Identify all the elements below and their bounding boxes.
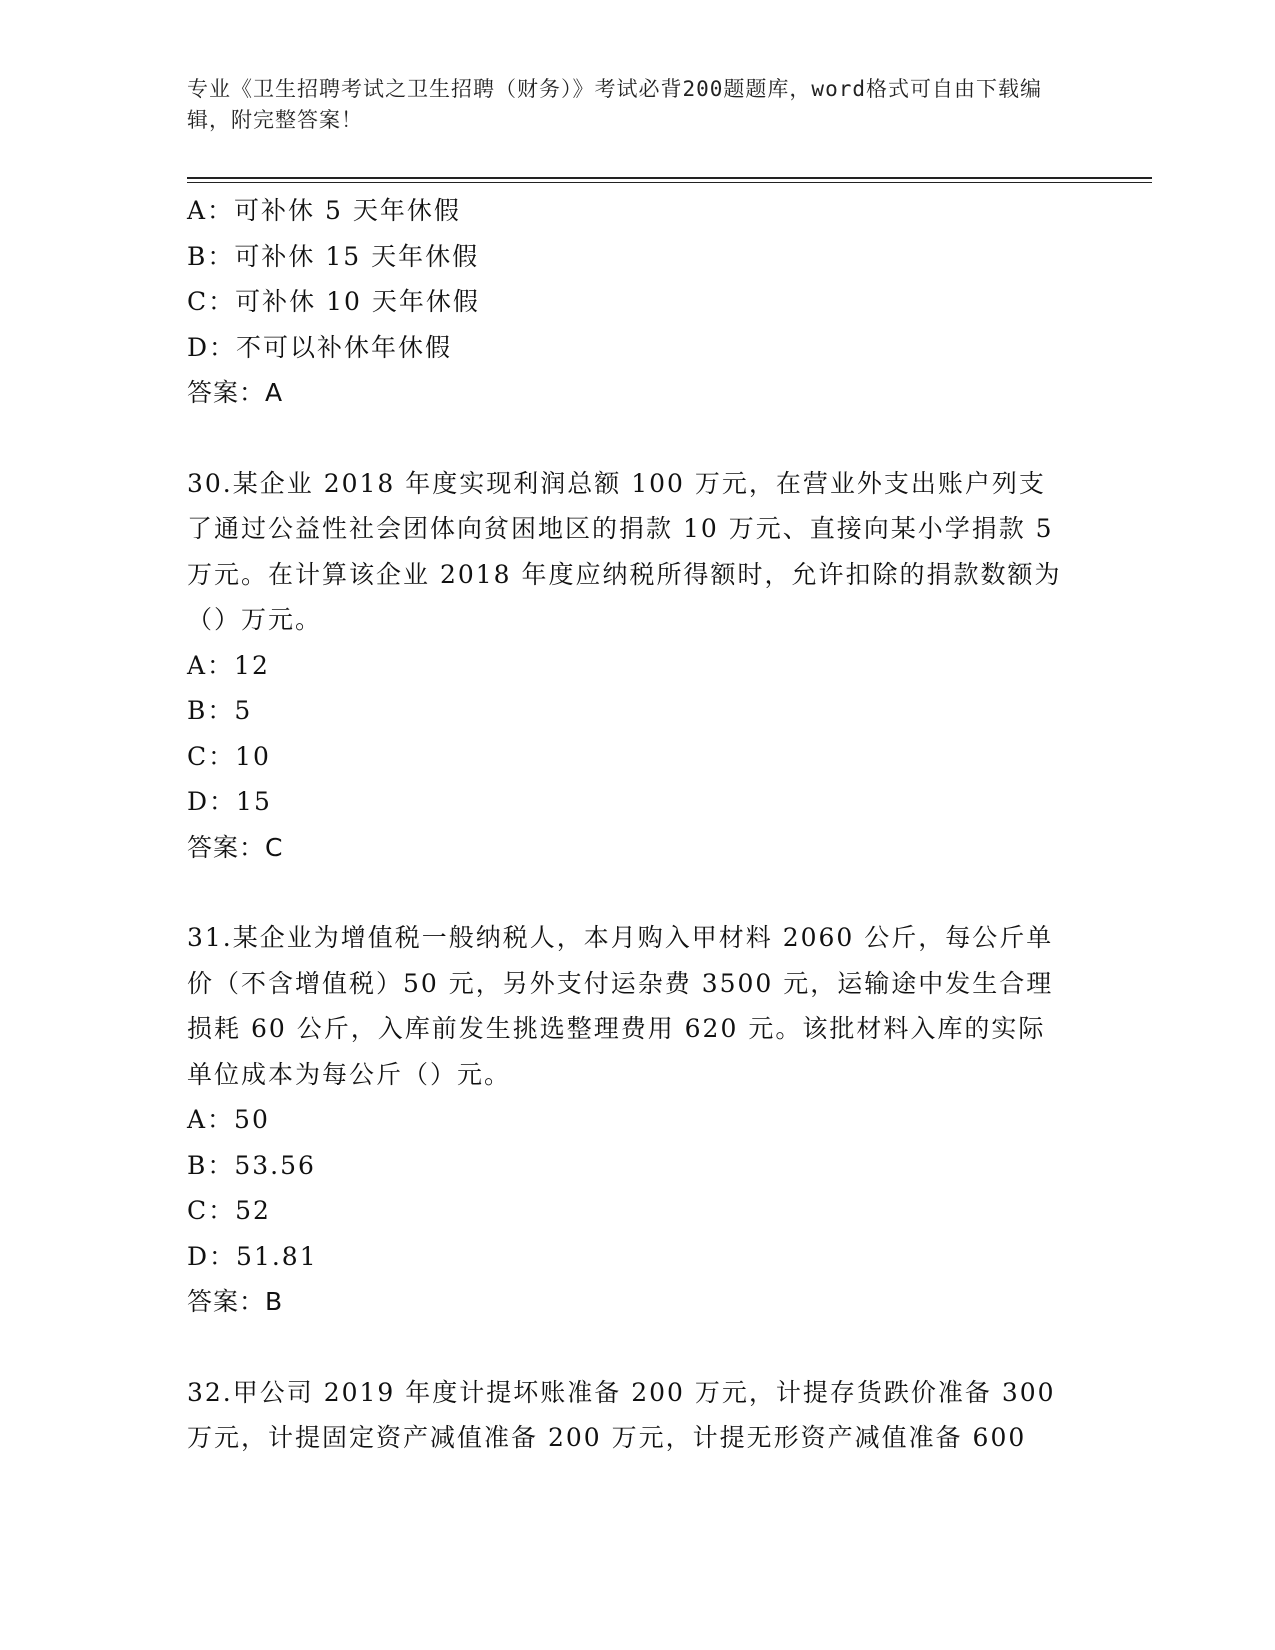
option-b: B：5 (187, 696, 253, 725)
question-stem: 30.某企业 2018 年度实现利润总额 100 万元，在营业外支出账户列支了通过公益性社会团体向贫困地区的捐款 10 万元、直接向某小学捐款 5 万元。在计算该企业 2018 年度应纳税所得额时，允许扣除的捐款数额为（）万元。 (187, 468, 1062, 634)
question-block (187, 1370, 1067, 1461)
option-d: D：不可以补休年休假 (187, 332, 453, 362)
header-rule-thick (187, 177, 1152, 179)
answer-line: 答案：C (187, 832, 284, 862)
option-c: C：10 (187, 741, 271, 771)
answer-line: 答案：A (187, 378, 284, 407)
option-c: C：可补休 10 天年休假 (187, 287, 480, 316)
option-b: B：53.56 (187, 1150, 316, 1180)
option-c: C：52 (187, 1196, 271, 1225)
option-b: B：可补休 15 天年休假 (187, 241, 480, 271)
question-stem: 32.甲公司 2019 年度计提坏账准备 200 万元，计提存货跌价准备 300 万元，计提固定资产减值准备 200 万元，计提无形资产减值准备 600 (187, 1377, 1056, 1452)
question-block (187, 461, 1067, 871)
option-d: D：51.81 (187, 1241, 318, 1271)
option-a: A：12 (187, 650, 270, 680)
question-block (187, 188, 1067, 416)
question-stem: 31.某企业为增值税一般纳税人，本月购入甲材料 2060 公斤，每公斤单价（不含增值税）50 元，另外支付运杂费 3500 元，运输途中发生合理损耗 60 公斤，入库前发生挑选整理费用 620 元。该批材料入库的实际单位成本为每公斤（）元。 (187, 923, 1054, 1089)
option-a: A：可补休 5 天年休假 (187, 196, 461, 225)
question-list (187, 188, 1067, 1461)
option-d: D：15 (187, 787, 272, 816)
option-a: A：50 (187, 1105, 270, 1134)
answer-line: 答案：B (187, 1287, 284, 1316)
document-header: 专业《卫生招聘考试之卫生招聘（财务）》考试必背200题题库，word格式可自由下载编辑，附完整答案！ (187, 77, 1042, 132)
header-rule-thin (187, 182, 1152, 183)
question-block (187, 915, 1067, 1325)
